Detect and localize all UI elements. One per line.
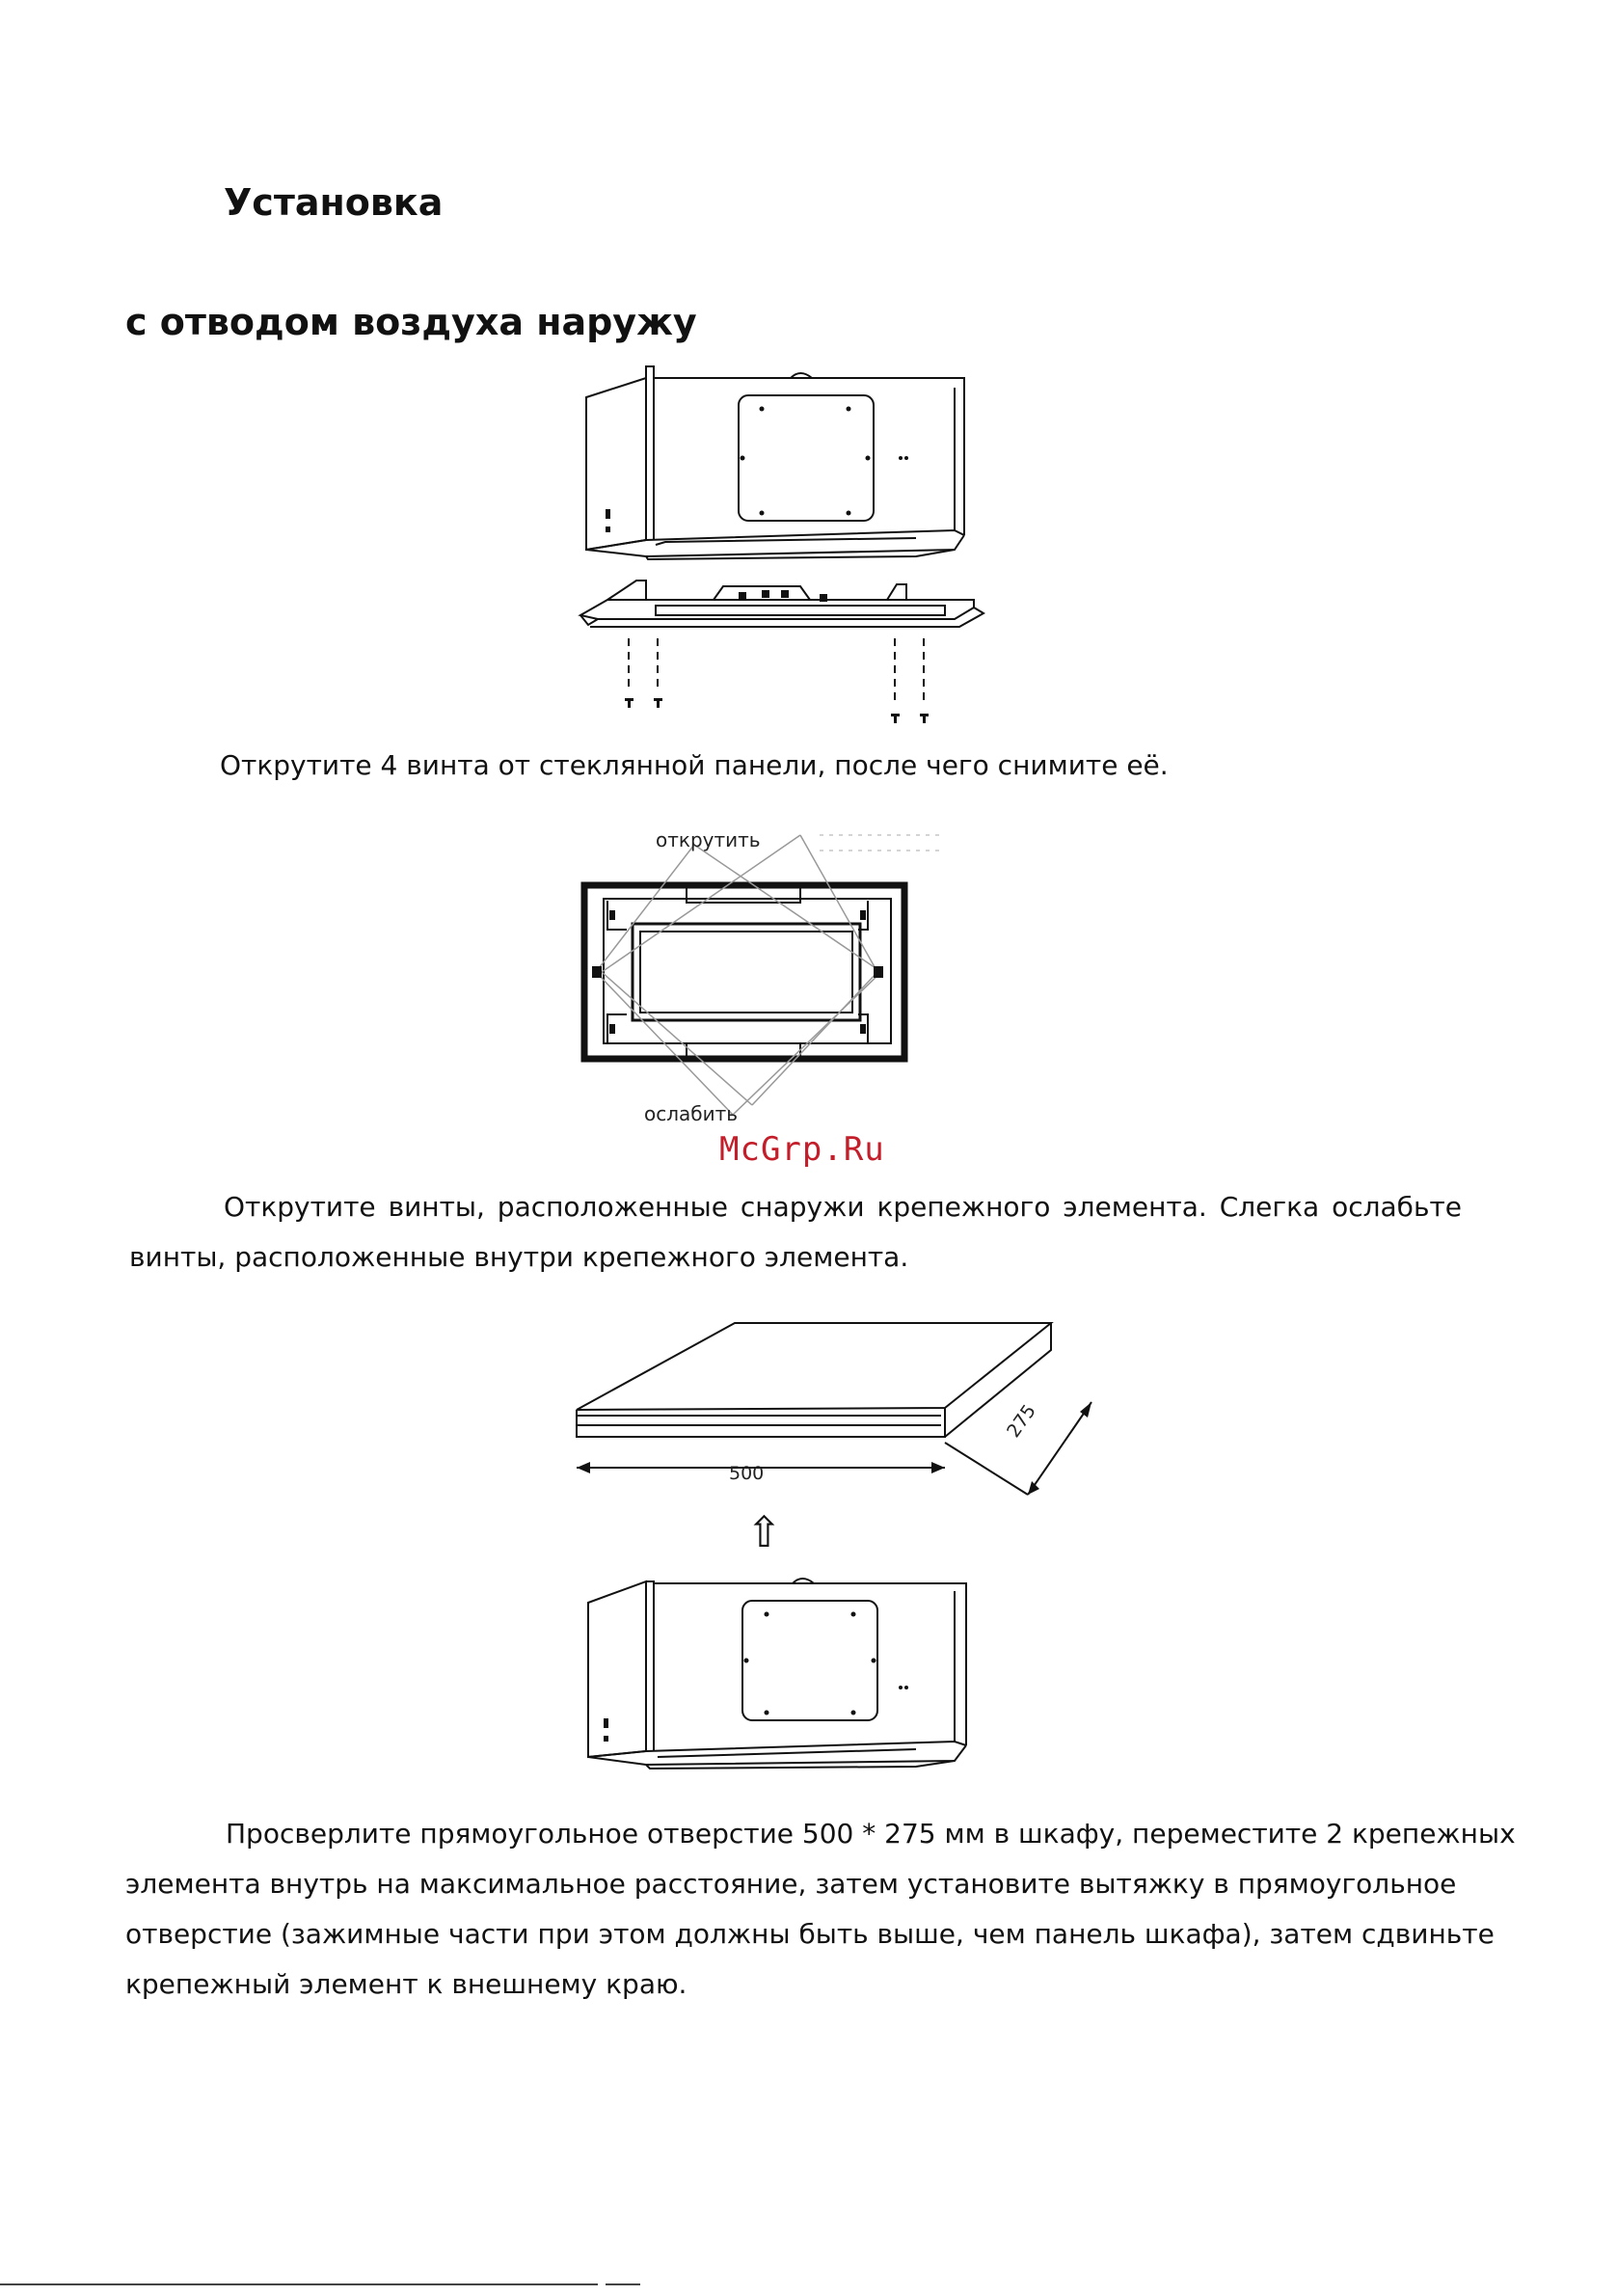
word: снаружи <box>740 1191 865 1223</box>
word: крепежного <box>876 1191 1051 1223</box>
word: расположенные <box>497 1191 728 1223</box>
loosen-out-label: открутить <box>656 828 761 851</box>
step3-line: крепежный элемент к внешнему краю. <box>125 1968 687 2000</box>
step2-line1 <box>224 1182 1462 1232</box>
width-dimension: 500 <box>729 1463 765 1484</box>
loosen-in-label: ослабить <box>644 1102 739 1125</box>
word: винты, <box>388 1191 485 1223</box>
step1-text: Открутите 4 винта от стеклянной панели, после чего снимите её. <box>220 749 1169 781</box>
step3-line: отверстие (зажимные части при этом должны быть выше, чем панель шкафа), затем сдвиньте <box>125 1918 1495 1950</box>
section-heading: Установка <box>224 181 444 224</box>
word: Открутите <box>224 1191 376 1223</box>
step2-line2: винты, расположенные внутри крепежного элемента. <box>129 1241 909 1273</box>
step3-text <box>125 1809 1516 2010</box>
up-arrow-icon: ⇧ <box>746 1508 782 1557</box>
watermark: McGrp.Ru <box>719 1130 885 1169</box>
step3-line: Просверлите прямоугольное отверстие 500 * 275 мм в шкафу, переместите 2 крепежных <box>226 1818 1516 1850</box>
footer-rule <box>0 2283 598 2285</box>
cabinet-cutout-diagram <box>569 1311 1109 1784</box>
word: Слегка <box>1219 1191 1320 1223</box>
footer-rule <box>606 2283 640 2285</box>
hood-disassembly-diagram <box>569 366 993 733</box>
mounting-screws-diagram <box>579 825 964 1144</box>
step3-line: элемента внутрь на максимальное расстояние, затем установите вытяжку в прямоугольное <box>125 1868 1457 1900</box>
section-subheading: с отводом воздуха наружу <box>125 301 697 343</box>
depth-dimension: 275 <box>1003 1400 1040 1442</box>
word: элемента. <box>1063 1191 1207 1223</box>
word: ослабьте <box>1332 1191 1462 1223</box>
